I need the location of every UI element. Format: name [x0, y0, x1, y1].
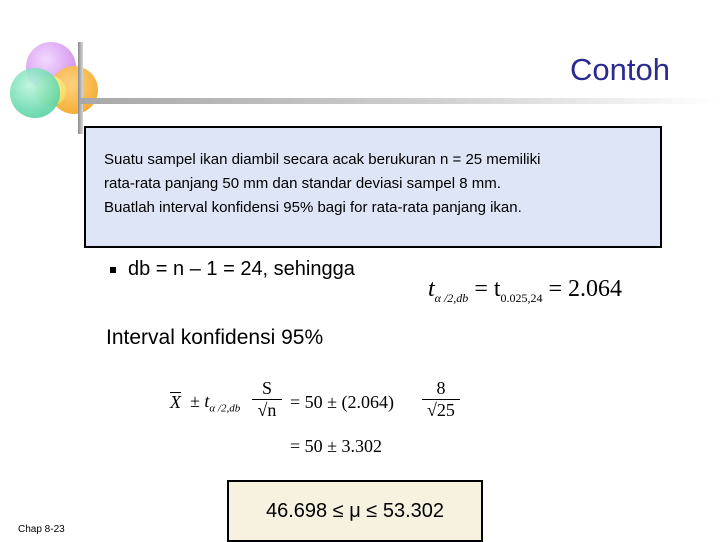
t-symbol: t [428, 276, 435, 302]
t-critical-formula [428, 276, 622, 306]
t-subscript-numeric: 0.025,24 [500, 291, 543, 305]
interval-heading: Interval konfidensi 95% [106, 326, 324, 349]
confidence-interval-result: 46.698 ≤ μ ≤ 53.302 [265, 500, 445, 522]
fraction-numerator: 8 [436, 378, 446, 398]
root-n-denominator: √n [252, 399, 282, 421]
result-box [227, 480, 483, 542]
plus-minus-t: ± $t_{\alpha /2,db}$ [190, 391, 241, 415]
problem-text [104, 148, 664, 220]
problem-box [84, 126, 662, 248]
slide-title: Contoh [570, 52, 670, 87]
eight-over-root-25 [422, 378, 460, 421]
fraction-denominator: √25 [422, 399, 460, 421]
t-subscript-alpha: α /2,db [434, 291, 469, 305]
xbar-symbol: X [170, 392, 181, 412]
slide-footer: Chap 8-23 [18, 524, 65, 535]
problem-line-2: rata-rata panjang 50 mm dan standar deviasi sampel 8 mm. [104, 175, 501, 192]
s-over-root-n [252, 378, 282, 421]
problem-line-3: Buatlah interval konfidensi 95% bagi for rata-rata panjang ikan. [104, 199, 522, 216]
bullet-square-icon [110, 267, 116, 273]
degrees-of-freedom-text: db = n – 1 = 24, sehingga [128, 258, 355, 280]
equation-result: = 50 ± 3.302 [290, 436, 383, 456]
s-numerator: S [261, 378, 272, 398]
t-equals-t: = t [474, 276, 501, 302]
equation-middle: = 50 ± (2.064) [290, 392, 395, 412]
t-value: = 2.064 [548, 276, 623, 302]
title-horizontal-rule [80, 98, 720, 104]
problem-line-1: Suatu sampel ikan diambil secara acak berukuran n = 25 memiliki [104, 151, 541, 168]
